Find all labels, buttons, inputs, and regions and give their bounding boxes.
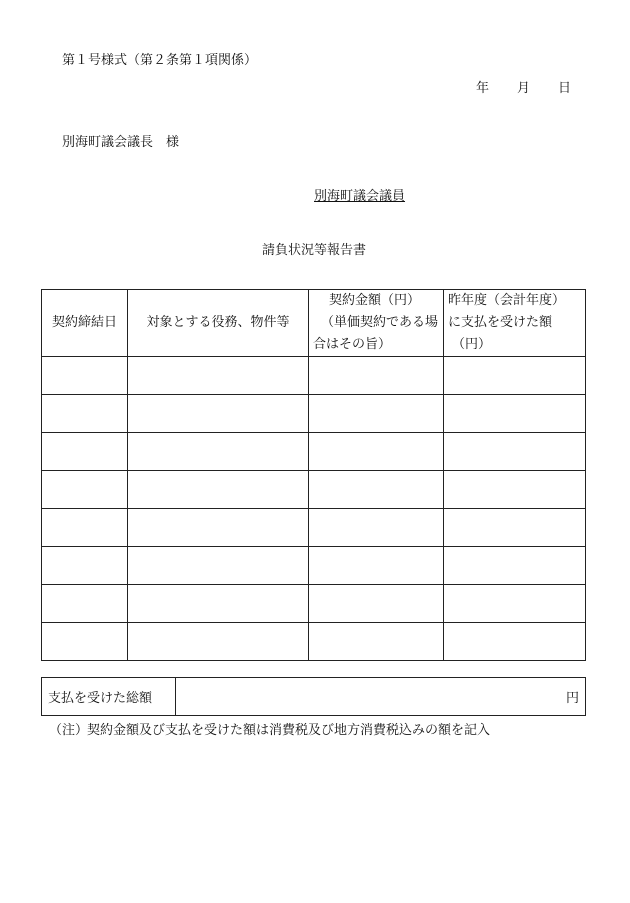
total-amount-cell[interactable] <box>176 678 586 716</box>
cell-target[interactable] <box>128 585 309 623</box>
table-header-row <box>42 290 586 357</box>
cell-received-amount[interactable] <box>444 433 586 471</box>
cell-contract-amount[interactable] <box>309 395 444 433</box>
cell-received-amount[interactable] <box>444 471 586 509</box>
table-row <box>42 509 586 547</box>
cell-contract-amount[interactable] <box>309 357 444 395</box>
table-row <box>42 433 586 471</box>
cell-contract-date[interactable] <box>42 471 128 509</box>
total-unit: 円 <box>565 691 579 706</box>
member-title: 別海町議会議員 <box>314 189 406 204</box>
cell-contract-amount[interactable] <box>309 623 444 661</box>
cell-contract-date[interactable] <box>42 395 128 433</box>
cell-received-amount[interactable] <box>444 623 586 661</box>
date-day-label: 日 <box>558 81 572 96</box>
total-table <box>41 677 586 716</box>
note-mark: （注） <box>49 723 89 738</box>
report-table <box>41 289 586 661</box>
table-row <box>42 357 586 395</box>
date-line <box>476 82 571 95</box>
cell-contract-amount[interactable] <box>309 509 444 547</box>
cell-target[interactable] <box>128 357 309 395</box>
cell-received-amount[interactable] <box>444 395 586 433</box>
cell-contract-date[interactable] <box>42 509 128 547</box>
header-contract-amount: 契約金額（円） （単価契約である場 合はその旨） <box>309 290 444 357</box>
cell-target[interactable] <box>128 433 309 471</box>
header-target-services: 対象とする役務、物件等 <box>128 290 309 357</box>
cell-contract-date[interactable] <box>42 547 128 585</box>
table-row <box>42 547 586 585</box>
table-row <box>42 623 586 661</box>
cell-target[interactable] <box>128 623 309 661</box>
cell-contract-date[interactable] <box>42 585 128 623</box>
cell-target[interactable] <box>128 547 309 585</box>
cell-target[interactable] <box>128 395 309 433</box>
cell-contract-amount[interactable] <box>309 471 444 509</box>
cell-received-amount[interactable] <box>444 585 586 623</box>
document-title: 請負状況等報告書 <box>262 243 367 258</box>
date-month-label: 月 <box>517 81 531 96</box>
cell-received-amount[interactable] <box>444 357 586 395</box>
cell-contract-date[interactable] <box>42 357 128 395</box>
cell-contract-amount[interactable] <box>309 585 444 623</box>
cell-contract-amount[interactable] <box>309 547 444 585</box>
header-contract-date: 契約締結日 <box>42 290 128 357</box>
note-text: 契約金額及び支払を受けた額は消費税及び地方消費税込みの額を記入 <box>87 723 491 738</box>
note <box>49 724 490 737</box>
table-row <box>42 585 586 623</box>
addressee: 別海町議会議長 様 <box>62 135 180 150</box>
total-row <box>42 678 586 716</box>
date-year-label: 年 <box>476 81 490 96</box>
total-label: 支払を受けた総額 <box>42 678 176 716</box>
form-number: 第１号様式（第２条第１項関係） <box>62 53 258 68</box>
header-received-amount: 昨年度（会計年度） に支払を受けた額 （円） <box>444 290 586 357</box>
cell-target[interactable] <box>128 471 309 509</box>
cell-contract-date[interactable] <box>42 433 128 471</box>
cell-contract-amount[interactable] <box>309 433 444 471</box>
table-row <box>42 395 586 433</box>
cell-target[interactable] <box>128 509 309 547</box>
table-row <box>42 471 586 509</box>
cell-received-amount[interactable] <box>444 547 586 585</box>
cell-contract-date[interactable] <box>42 623 128 661</box>
cell-received-amount[interactable] <box>444 509 586 547</box>
